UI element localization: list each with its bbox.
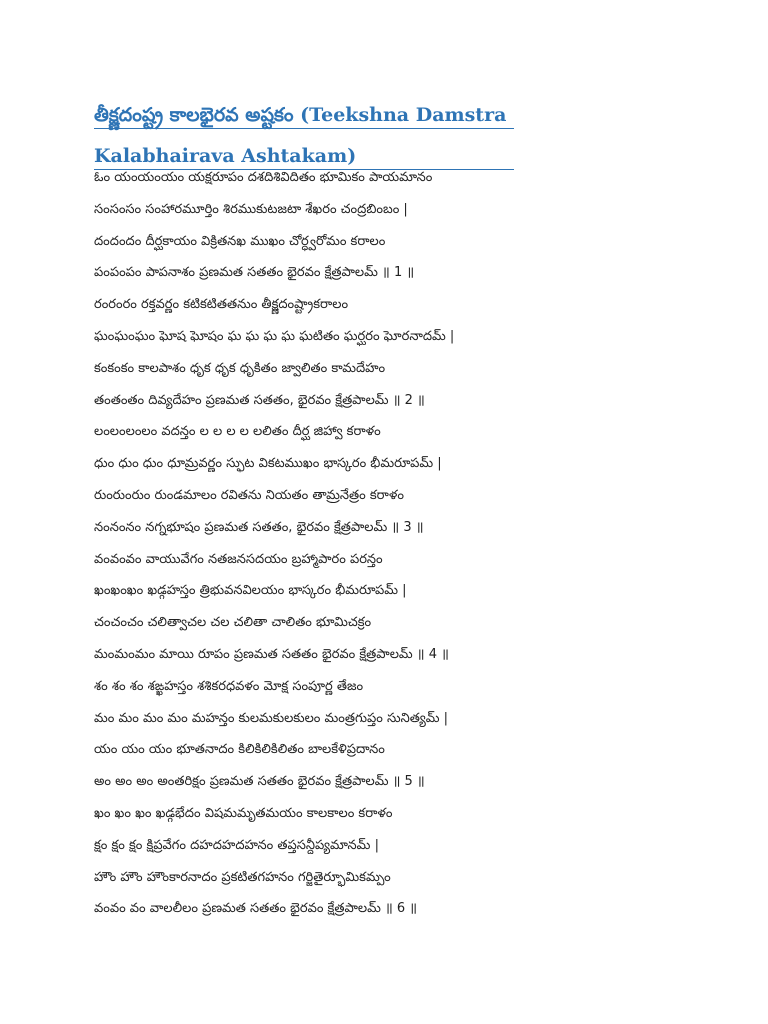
verse-line: వంవంవం వాయువేగం నతజనసదయం బ్రహ్మాపారం పరన్తం bbox=[94, 551, 383, 567]
verse-line: ఖంఖంఖం ఖడ్గహస్తం త్రిభువనవిలయం భాస్కరం భీమరూపమ్ | bbox=[94, 583, 407, 599]
verse-line: రుంరుంరుం రుండమాలం రవితను నియతం తామ్రనేత్రం కరాళం bbox=[94, 487, 404, 503]
verse-line: ధుం ధుం ధుం ధూమ్రవర్ణం స్ఫుట వికటముఖం భాస్కరం భీమరూపమ్ | bbox=[94, 456, 442, 472]
verse-line: వంవం వం వాలలీలం ప్రణమత సతతం భైరవం క్షేత్రపాలమ్ ॥ 6 ॥ bbox=[94, 901, 418, 917]
verse-line: అం అం అం అంతరిక్షం ప్రణమత సతతం భైరవం క్షేత్రపాలమ్ ॥ 5 ॥ bbox=[94, 774, 425, 790]
verse-line: దందందం దీర్ఘకాయం విక్రితనఖ ముఖం చోర్ధ్వరోమం కరాలం bbox=[94, 233, 386, 249]
title-block bbox=[94, 100, 514, 170]
verse-line: సంసంసం సంహారమూర్తిం శిరముకుటజటా శేఖరం చంద్రబింబం | bbox=[94, 201, 408, 217]
verse-line: నంనంనం నగ్నభూషం ప్రణమత సతతం, భైరవం క్షేత్రపాలమ్ ॥ 3 ॥ bbox=[94, 519, 424, 535]
verse-line: క్షం క్షం క్షం క్షిప్రవేగం దహదహదహనం తప్తసన్దీప్యమానమ్ | bbox=[94, 837, 379, 853]
verse-line: ఘంఘంఘం ఘోష ఘోషం ఘ ఘ ఘ ఘ ఘటితం ఘర్ఘరం ఘోరనాదమ్ | bbox=[94, 328, 455, 344]
document-title-line-1[interactable]: తీక్ష్ణదంష్ట్ర కాలభైరవ అష్టకం (Teekshna Damstra bbox=[94, 100, 514, 129]
verse-line: యం యం యం భూతనాదం కిలికిలికిలితం బాలకేళిప్రదానం bbox=[94, 742, 385, 758]
verse-list bbox=[94, 162, 694, 925]
verse-line: తంతంతం దివ్యదేహం ప్రణమత సతతం, భైరవం క్షేత్రపాలమ్ ॥ 2 ॥ bbox=[94, 392, 425, 408]
verse-line: శం శం శం శఙ్ఖహస్తం శశికరధవళం మోక్ష సంపూర్ణ తేజం bbox=[94, 678, 364, 694]
verse-line: రంరంరం రక్తవర్ణం కటికటితతనుం తీక్ష్ణదంష్ట్రాకరాలం bbox=[94, 297, 349, 313]
verse-line: ఓం యంయంయం యక్షరూపం దశదిశివిదితం భూమికం పాయమానం bbox=[94, 170, 433, 185]
verse-line: కంకంకం కాలపాశం ధృక ధృక ధృకితం జ్వాలితం కామదేహం bbox=[94, 360, 386, 376]
verse-line: హౌం హౌం హౌంకారనాదం ప్రకటితగహనం గర్జితైర్భూమికమ్పం bbox=[94, 869, 391, 885]
verse-line: చంచంచం చలిత్వాచల చల చలితా చాలితం భూమిచక్రం bbox=[94, 615, 372, 631]
verse-line: పంపంపం పాపనాశం ప్రణమత సతతం భైరవం క్షేత్రపాలమ్ ॥ 1 ॥ bbox=[94, 265, 415, 281]
verse-line: లంలంలంలం వదన్తం ల ల ల ల లలితం దీర్ఘ జిహ్వా కరాళం bbox=[94, 424, 381, 440]
verse-line: మంమంమం మాయి రూపం ప్రణమత సతతం భైరవం క్షేత్రపాలమ్ ॥ 4 ॥ bbox=[94, 646, 449, 662]
verse-line: ఖం ఖం ఖం ఖడ్గభేదం విషమమృతమయం కాలకాలం కరాళం bbox=[94, 805, 393, 821]
document-title-line-2[interactable]: Kalabhairava Ashtakam) bbox=[94, 143, 514, 170]
verse-line: మం మం మం మం మహన్తం కులమకులకులం మంత్రగుప్తం సునిత్యమ్ | bbox=[94, 710, 449, 726]
